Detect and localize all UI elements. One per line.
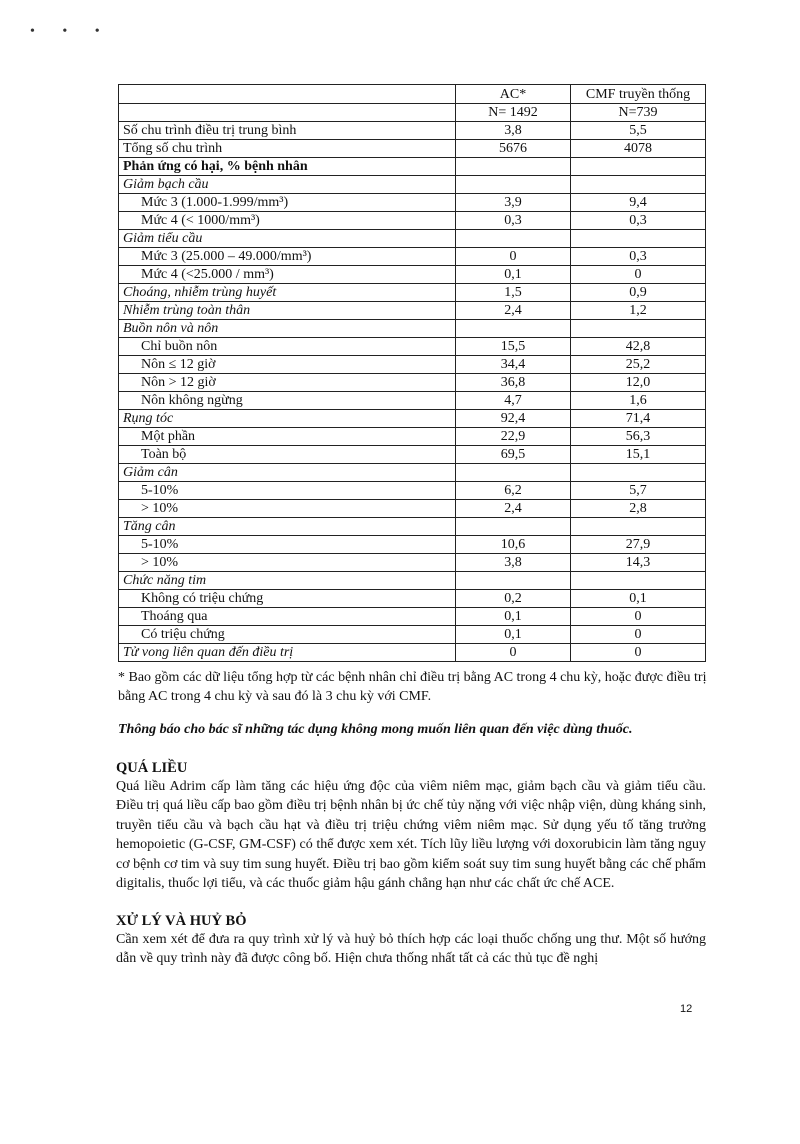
row-label: Chỉ buồn nôn: [119, 338, 456, 356]
table-row: [119, 212, 706, 230]
row-label: Tăng cân: [119, 518, 456, 536]
n-cell-cmf: N=739: [571, 104, 706, 122]
table-row: [119, 392, 706, 410]
row-label: Mức 3 (25.000 – 49.000/mm³): [119, 248, 456, 266]
row-cmf-value: 12,0: [571, 374, 706, 392]
row-cmf-value: 0,1: [571, 590, 706, 608]
row-label: Nhiễm trùng toàn thân: [119, 302, 456, 320]
row-cmf-value: 0: [571, 266, 706, 284]
table-row: [119, 500, 706, 518]
row-ac-value: [456, 158, 571, 176]
row-ac-value: 34,4: [456, 356, 571, 374]
row-ac-value: 0,3: [456, 212, 571, 230]
row-label: Số chu trình điều trị trung bình: [119, 122, 456, 140]
table-row: [119, 482, 706, 500]
row-label: Nôn không ngừng: [119, 392, 456, 410]
row-label: Mức 4 (< 1000/mm³): [119, 212, 456, 230]
row-cmf-value: 9,4: [571, 194, 706, 212]
row-cmf-value: 0,3: [571, 248, 706, 266]
row-label: Tử vong liên quan đến điều trị: [119, 644, 456, 662]
row-label: Mức 4 (<25.000 / mm³): [119, 266, 456, 284]
table-row: [119, 266, 706, 284]
header-cell-ac: AC*: [456, 85, 571, 104]
n-cell-ac: N= 1492: [456, 104, 571, 122]
row-ac-value: 3,8: [456, 554, 571, 572]
row-ac-value: 0: [456, 644, 571, 662]
table-row: [119, 140, 706, 158]
row-cmf-value: 0,9: [571, 284, 706, 302]
header-cell-empty: [119, 85, 456, 104]
row-ac-value: [456, 518, 571, 536]
row-cmf-value: 0: [571, 608, 706, 626]
row-cmf-value: [571, 158, 706, 176]
row-cmf-value: [571, 230, 706, 248]
table-header-row: [119, 85, 706, 104]
row-ac-value: [456, 176, 571, 194]
row-label: Giảm bạch cầu: [119, 176, 456, 194]
table-row: [119, 320, 706, 338]
row-cmf-value: 1,2: [571, 302, 706, 320]
row-ac-value: 69,5: [456, 446, 571, 464]
table-row: [119, 158, 706, 176]
overdose-paragraph: Quá liều Adrim cấp làm tăng các hiệu ứng độc của viêm niêm mạc, giảm bạch cầu và giảm tiểu cầu. Điều trị quá liều cấp bao gồm điều trị bệnh nhân bị ức chế tủy nặng với việc nhập viện, dùng kháng sinh, truyền tiểu cầu và bạch cầu hạt và điều trị triệu chứng viêm niêm mạc. Sử dụng yếu tố tăng trưởng hemopoietic (G-CSF, GM-CSF) có thể được xem xét. Tích lũy liều lượng với doxorubicin làm tăng nguy cơ bệnh cơ tim và suy tim sung huyết. Điều trị bao gồm kiểm soát suy tim sung huyết bằng các chế phẩm digitalis, thuốc lợi tiểu, và các thuốc giảm hậu gánh chẳng hạn như các chất ức chế ACE.: [116, 779, 706, 892]
row-cmf-value: 15,1: [571, 446, 706, 464]
row-label: Thoáng qua: [119, 608, 456, 626]
row-ac-value: 0,1: [456, 608, 571, 626]
row-label: Rụng tóc: [119, 410, 456, 428]
row-cmf-value: 14,3: [571, 554, 706, 572]
table-row: [119, 284, 706, 302]
table-footnote: * Bao gồm các dữ liệu tổng hợp từ các bệnh nhân chỉ điều trị bằng AC trong 4 chu kỳ, hoặc được điều trị bằng AC trong 4 chu kỳ và sau đó là 3 chu kỳ với CMF.: [118, 670, 707, 704]
row-label: 5-10%: [119, 482, 456, 500]
table-row: [119, 554, 706, 572]
table-row: [119, 410, 706, 428]
table-row: [119, 302, 706, 320]
row-ac-value: 10,6: [456, 536, 571, 554]
row-ac-value: 1,5: [456, 284, 571, 302]
row-cmf-value: 27,9: [571, 536, 706, 554]
table-row: [119, 644, 706, 662]
row-cmf-value: 0: [571, 644, 706, 662]
table-row: [119, 356, 706, 374]
row-label: Tổng số chu trình: [119, 140, 456, 158]
table-row: [119, 608, 706, 626]
table-row: [119, 230, 706, 248]
row-ac-value: 0: [456, 248, 571, 266]
row-cmf-value: 4078: [571, 140, 706, 158]
table-row: [119, 248, 706, 266]
row-cmf-value: 0,3: [571, 212, 706, 230]
table-row: [119, 194, 706, 212]
row-label: Một phần: [119, 428, 456, 446]
n-cell-empty: [119, 104, 456, 122]
row-ac-value: 5676: [456, 140, 571, 158]
notice-text: Thông báo cho bác sĩ những tác dụng không mong muốn liên quan đến việc dùng thuốc.: [118, 722, 633, 737]
row-label: Toàn bộ: [119, 446, 456, 464]
row-cmf-value: 42,8: [571, 338, 706, 356]
table-row: [119, 572, 706, 590]
row-label: Giảm cân: [119, 464, 456, 482]
table-row: [119, 176, 706, 194]
row-cmf-value: 2,8: [571, 500, 706, 518]
row-ac-value: 92,4: [456, 410, 571, 428]
row-label: > 10%: [119, 554, 456, 572]
row-label: Phản ứng có hại, % bệnh nhân: [119, 158, 456, 176]
table-row: [119, 374, 706, 392]
table-row: [119, 428, 706, 446]
row-label: Nôn ≤ 12 giờ: [119, 356, 456, 374]
row-cmf-value: 5,7: [571, 482, 706, 500]
table-row: [119, 536, 706, 554]
row-cmf-value: 0: [571, 626, 706, 644]
row-cmf-value: 25,2: [571, 356, 706, 374]
row-label: Không có triệu chứng: [119, 590, 456, 608]
row-cmf-value: [571, 572, 706, 590]
row-ac-value: [456, 230, 571, 248]
row-cmf-value: [571, 176, 706, 194]
row-ac-value: [456, 464, 571, 482]
row-label: Có triệu chứng: [119, 626, 456, 644]
row-label: Giảm tiểu cầu: [119, 230, 456, 248]
table-row: [119, 626, 706, 644]
row-ac-value: 2,4: [456, 302, 571, 320]
disposal-heading: XỬ LÝ VÀ HUỶ BỎ: [116, 913, 247, 929]
row-cmf-value: [571, 518, 706, 536]
row-cmf-value: 71,4: [571, 410, 706, 428]
table-row: [119, 122, 706, 140]
row-ac-value: [456, 320, 571, 338]
table-row: [119, 464, 706, 482]
row-ac-value: 3,9: [456, 194, 571, 212]
row-cmf-value: 5,5: [571, 122, 706, 140]
row-label: Nôn > 12 giờ: [119, 374, 456, 392]
row-label: Chức năng tim: [119, 572, 456, 590]
row-label: Mức 3 (1.000-1.999/mm³): [119, 194, 456, 212]
table-row: [119, 446, 706, 464]
row-label: Choáng, nhiễm trùng huyết: [119, 284, 456, 302]
row-label: > 10%: [119, 500, 456, 518]
row-cmf-value: [571, 464, 706, 482]
table-row: [119, 338, 706, 356]
table-row: [119, 590, 706, 608]
scan-dots: • • •: [30, 24, 112, 39]
row-cmf-value: 1,6: [571, 392, 706, 410]
row-ac-value: 0,1: [456, 626, 571, 644]
row-cmf-value: [571, 320, 706, 338]
row-ac-value: 4,7: [456, 392, 571, 410]
row-cmf-value: 56,3: [571, 428, 706, 446]
disposal-paragraph: Cần xem xét để đưa ra quy trình xử lý và huỷ bỏ thích hợp các loại thuốc chống ung thư. Một số hướng dẫn về quy trình này đã được công bố. Hiện chưa thống nhất tất cả các thủ tục đề nghị: [116, 932, 706, 967]
adverse-events-table: [118, 84, 706, 662]
row-ac-value: 15,5: [456, 338, 571, 356]
row-ac-value: 36,8: [456, 374, 571, 392]
row-ac-value: 0,1: [456, 266, 571, 284]
row-ac-value: 22,9: [456, 428, 571, 446]
row-ac-value: 6,2: [456, 482, 571, 500]
row-label: Buồn nôn và nôn: [119, 320, 456, 338]
row-ac-value: 3,8: [456, 122, 571, 140]
row-ac-value: 2,4: [456, 500, 571, 518]
header-cell-cmf: CMF truyền thống: [571, 85, 706, 104]
page-number: 12: [680, 1003, 693, 1015]
overdose-heading: QUÁ LIỀU: [116, 760, 188, 776]
table-row: [119, 518, 706, 536]
row-label: 5-10%: [119, 536, 456, 554]
row-ac-value: 0,2: [456, 590, 571, 608]
table-n-row: [119, 104, 706, 122]
row-ac-value: [456, 572, 571, 590]
